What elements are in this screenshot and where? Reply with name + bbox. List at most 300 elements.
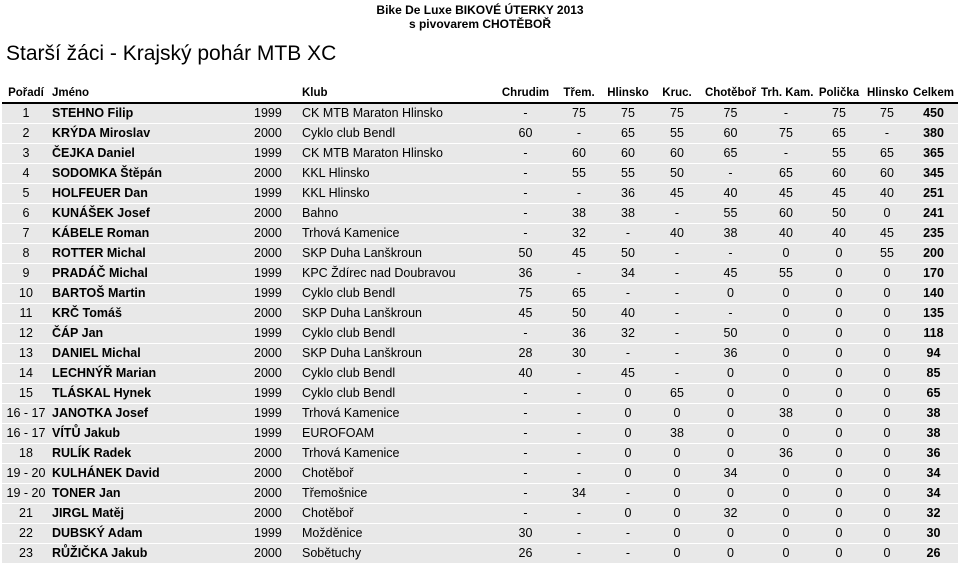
cell-race-score: 0: [759, 384, 813, 404]
cell-position: 16 - 17: [2, 424, 50, 444]
cell-race-score: -: [604, 344, 652, 364]
cell-race-score: -: [604, 484, 652, 504]
cell-race-score: -: [497, 424, 554, 444]
table-row: [2, 204, 958, 224]
cell-total: 34: [909, 484, 958, 504]
cell-race-score: 50: [702, 324, 759, 344]
cell-race-score: 0: [865, 424, 909, 444]
cell-race-score: 0: [604, 384, 652, 404]
cell-race-score: -: [652, 324, 702, 344]
cell-race-score: 0: [652, 524, 702, 544]
cell-club: KPC Ždírec nad Doubravou: [300, 264, 497, 284]
cell-race-score: -: [604, 524, 652, 544]
cell-race-score: 65: [554, 284, 604, 304]
cell-race-score: -: [702, 164, 759, 184]
cell-race-score: 34: [604, 264, 652, 284]
cell-race-score: 45: [652, 184, 702, 204]
cell-position: 12: [2, 324, 50, 344]
col-header-club: Klub: [300, 84, 497, 103]
cell-race-score: -: [702, 304, 759, 324]
cell-race-score: 0: [759, 424, 813, 444]
cell-club: Bahno: [300, 204, 497, 224]
cell-name: TONER Jan: [50, 484, 252, 504]
cell-race-score: 0: [702, 524, 759, 544]
results-table: [2, 84, 958, 564]
table-row: [2, 144, 958, 164]
cell-race-score: 40: [865, 184, 909, 204]
cell-race-score: 0: [813, 384, 865, 404]
cell-race-score: 45: [554, 244, 604, 264]
cell-total: 170: [909, 264, 958, 284]
cell-race-score: 45: [759, 184, 813, 204]
cell-year: 1999: [252, 144, 300, 164]
cell-race-score: 60: [652, 144, 702, 164]
cell-race-score: 0: [604, 504, 652, 524]
cell-race-score: 0: [813, 544, 865, 564]
cell-position: 2: [2, 124, 50, 144]
cell-race-score: 0: [702, 444, 759, 464]
cell-name: KUNÁŠEK Josef: [50, 204, 252, 224]
cell-race-score: -: [652, 264, 702, 284]
cell-race-score: 0: [702, 384, 759, 404]
col-header-total: Celkem: [909, 84, 958, 103]
cell-race-score: 0: [702, 364, 759, 384]
cell-race-score: 50: [497, 244, 554, 264]
cell-race-score: 65: [759, 164, 813, 184]
cell-race-score: -: [554, 384, 604, 404]
cell-year: 2000: [252, 444, 300, 464]
cell-race-score: 60: [497, 124, 554, 144]
cell-race-score: -: [497, 144, 554, 164]
table-row: [2, 324, 958, 344]
cell-race-score: 0: [865, 504, 909, 524]
table-row: [2, 304, 958, 324]
cell-race-score: 65: [702, 144, 759, 164]
cell-position: 14: [2, 364, 50, 384]
category-title: Starší žáci - Krajský pohár MTB XC: [6, 42, 337, 65]
table-row: [2, 284, 958, 304]
cell-race-score: 0: [604, 404, 652, 424]
cell-race-score: -: [702, 244, 759, 264]
cell-race-score: 0: [759, 304, 813, 324]
cell-year: 1999: [252, 284, 300, 304]
cell-year: 1999: [252, 524, 300, 544]
cell-club: CK MTB Maraton Hlinsko: [300, 103, 497, 124]
cell-name: TLÁSKAL Hynek: [50, 384, 252, 404]
cell-race-score: -: [554, 364, 604, 384]
cell-position: 10: [2, 284, 50, 304]
col-header-race: Hlinsko: [865, 84, 909, 103]
cell-race-score: 55: [813, 144, 865, 164]
cell-position: 3: [2, 144, 50, 164]
col-header-race: Kruc.: [652, 84, 702, 103]
cell-name: KRÝDA Miroslav: [50, 124, 252, 144]
cell-race-score: -: [497, 384, 554, 404]
cell-total: 30: [909, 524, 958, 544]
cell-name: ROTTER Michal: [50, 244, 252, 264]
cell-race-score: 38: [759, 404, 813, 424]
cell-race-score: 0: [865, 264, 909, 284]
table-row: [2, 244, 958, 264]
cell-race-score: 40: [604, 304, 652, 324]
cell-race-score: -: [554, 264, 604, 284]
cell-race-score: 50: [813, 204, 865, 224]
cell-race-score: -: [497, 204, 554, 224]
cell-race-score: 40: [813, 224, 865, 244]
table-row: [2, 224, 958, 244]
cell-race-score: -: [497, 324, 554, 344]
cell-name: ČÁP Jan: [50, 324, 252, 344]
cell-total: 38: [909, 424, 958, 444]
cell-year: 2000: [252, 204, 300, 224]
header-row: [2, 84, 958, 103]
cell-race-score: -: [604, 224, 652, 244]
cell-race-score: 0: [865, 524, 909, 544]
cell-race-score: 0: [813, 424, 865, 444]
cell-race-score: 0: [813, 464, 865, 484]
cell-club: SKP Duha Lanškroun: [300, 344, 497, 364]
cell-club: KKL Hlinsko: [300, 184, 497, 204]
cell-year: 2000: [252, 464, 300, 484]
cell-race-score: 0: [652, 464, 702, 484]
event-title: Bike De Luxe BIKOVÉ ÚTERKY 2013: [376, 3, 584, 17]
cell-race-score: 0: [813, 304, 865, 324]
cell-club: KKL Hlinsko: [300, 164, 497, 184]
cell-club: Chotěboř: [300, 504, 497, 524]
cell-club: Trhová Kamenice: [300, 404, 497, 424]
cell-total: 450: [909, 103, 958, 124]
cell-race-score: 0: [702, 484, 759, 504]
cell-total: 200: [909, 244, 958, 264]
cell-race-score: 55: [554, 164, 604, 184]
cell-race-score: 0: [813, 504, 865, 524]
cell-race-score: -: [554, 184, 604, 204]
cell-total: 65: [909, 384, 958, 404]
col-header-race: Trh. Kam.: [759, 84, 813, 103]
cell-name: LECHNÝŘ Marian: [50, 364, 252, 384]
cell-year: 2000: [252, 244, 300, 264]
cell-total: 365: [909, 144, 958, 164]
cell-race-score: 0: [813, 284, 865, 304]
cell-year: 2000: [252, 344, 300, 364]
table-row: [2, 444, 958, 464]
cell-race-score: 75: [702, 103, 759, 124]
cell-position: 16 - 17: [2, 404, 50, 424]
col-header-race: Chrudim: [497, 84, 554, 103]
table-row: [2, 404, 958, 424]
cell-name: ČEJKA Daniel: [50, 144, 252, 164]
cell-race-score: 0: [865, 384, 909, 404]
cell-race-score: 0: [813, 404, 865, 424]
table-row: [2, 484, 958, 504]
cell-race-score: -: [497, 444, 554, 464]
cell-race-score: -: [554, 524, 604, 544]
cell-race-score: 40: [702, 184, 759, 204]
cell-race-score: 0: [813, 484, 865, 504]
cell-position: 22: [2, 524, 50, 544]
cell-total: 135: [909, 304, 958, 324]
cell-name: JIRGL Matěj: [50, 504, 252, 524]
cell-club: Třemošnice: [300, 484, 497, 504]
cell-race-score: 75: [865, 103, 909, 124]
cell-race-score: 0: [759, 364, 813, 384]
cell-race-score: -: [497, 224, 554, 244]
cell-race-score: 65: [604, 124, 652, 144]
col-header-race: Třem.: [554, 84, 604, 103]
cell-race-score: 0: [813, 244, 865, 264]
cell-race-score: 36: [759, 444, 813, 464]
cell-race-score: 75: [554, 103, 604, 124]
cell-race-score: 30: [497, 524, 554, 544]
cell-club: Možděnice: [300, 524, 497, 544]
cell-race-score: 38: [604, 204, 652, 224]
cell-race-score: -: [652, 344, 702, 364]
col-header-name: Jméno: [50, 84, 252, 103]
cell-race-score: -: [865, 124, 909, 144]
cell-race-score: 32: [554, 224, 604, 244]
cell-total: 380: [909, 124, 958, 144]
table-row: [2, 124, 958, 144]
table-row: [2, 504, 958, 524]
cell-race-score: 75: [813, 103, 865, 124]
cell-position: 6: [2, 204, 50, 224]
cell-race-score: -: [652, 304, 702, 324]
cell-name: BARTOŠ Martin: [50, 284, 252, 304]
cell-race-score: 38: [652, 424, 702, 444]
cell-position: 9: [2, 264, 50, 284]
cell-year: 2000: [252, 544, 300, 564]
cell-race-score: 75: [497, 284, 554, 304]
cell-position: 19 - 20: [2, 484, 50, 504]
cell-club: Trhová Kamenice: [300, 444, 497, 464]
cell-race-score: -: [497, 184, 554, 204]
cell-race-score: -: [604, 544, 652, 564]
cell-year: 2000: [252, 364, 300, 384]
cell-name: HOLFEUER Dan: [50, 184, 252, 204]
cell-total: 94: [909, 344, 958, 364]
cell-position: 7: [2, 224, 50, 244]
cell-year: 1999: [252, 424, 300, 444]
cell-total: 345: [909, 164, 958, 184]
table-row: [2, 424, 958, 444]
cell-total: 32: [909, 504, 958, 524]
cell-name: RŮŽIČKA Jakub: [50, 544, 252, 564]
cell-name: JANOTKA Josef: [50, 404, 252, 424]
cell-race-score: 60: [813, 164, 865, 184]
cell-race-score: 65: [813, 124, 865, 144]
cell-club: Cyklo club Bendl: [300, 364, 497, 384]
cell-race-score: 50: [604, 244, 652, 264]
cell-race-score: 36: [497, 264, 554, 284]
cell-year: 2000: [252, 224, 300, 244]
cell-race-score: -: [554, 544, 604, 564]
cell-year: 1999: [252, 103, 300, 124]
cell-total: 85: [909, 364, 958, 384]
cell-race-score: -: [497, 464, 554, 484]
cell-race-score: 0: [652, 444, 702, 464]
cell-race-score: -: [497, 484, 554, 504]
table-row: [2, 264, 958, 284]
cell-club: SKP Duha Lanškroun: [300, 304, 497, 324]
cell-club: Cyklo club Bendl: [300, 384, 497, 404]
cell-race-score: 0: [759, 544, 813, 564]
cell-race-score: 60: [865, 164, 909, 184]
cell-position: 5: [2, 184, 50, 204]
cell-position: 11: [2, 304, 50, 324]
cell-race-score: -: [497, 103, 554, 124]
cell-year: 1999: [252, 184, 300, 204]
cell-race-score: 55: [652, 124, 702, 144]
cell-race-score: 0: [759, 324, 813, 344]
cell-race-score: 28: [497, 344, 554, 364]
cell-total: 235: [909, 224, 958, 244]
cell-race-score: 32: [604, 324, 652, 344]
table-row: [2, 464, 958, 484]
cell-race-score: 34: [702, 464, 759, 484]
cell-total: 34: [909, 464, 958, 484]
cell-race-score: 36: [554, 324, 604, 344]
cell-race-score: 55: [865, 244, 909, 264]
table-row: [2, 384, 958, 404]
cell-race-score: 55: [604, 164, 652, 184]
table-row: [2, 524, 958, 544]
cell-race-score: -: [497, 504, 554, 524]
cell-club: Chotěboř: [300, 464, 497, 484]
table-row: [2, 344, 958, 364]
cell-race-score: 40: [497, 364, 554, 384]
cell-race-score: -: [652, 364, 702, 384]
cell-position: 19 - 20: [2, 464, 50, 484]
table-row: [2, 164, 958, 184]
cell-club: EUROFOAM: [300, 424, 497, 444]
cell-club: CK MTB Maraton Hlinsko: [300, 144, 497, 164]
col-header-race: Hlinsko: [604, 84, 652, 103]
cell-race-score: -: [554, 124, 604, 144]
cell-race-score: 55: [759, 264, 813, 284]
cell-position: 15: [2, 384, 50, 404]
cell-race-score: -: [604, 284, 652, 304]
cell-year: 2000: [252, 124, 300, 144]
cell-race-score: 65: [652, 384, 702, 404]
cell-name: KÁBELE Roman: [50, 224, 252, 244]
cell-race-score: 0: [652, 404, 702, 424]
cell-race-score: 50: [554, 304, 604, 324]
cell-race-score: 0: [759, 344, 813, 364]
cell-race-score: 0: [759, 524, 813, 544]
cell-position: 18: [2, 444, 50, 464]
cell-race-score: 0: [865, 344, 909, 364]
cell-race-score: 0: [652, 544, 702, 564]
cell-year: 2000: [252, 304, 300, 324]
cell-club: Sobětuchy: [300, 544, 497, 564]
cell-race-score: 0: [604, 444, 652, 464]
cell-position: 21: [2, 504, 50, 524]
cell-club: SKP Duha Lanškroun: [300, 244, 497, 264]
cell-race-score: 36: [604, 184, 652, 204]
cell-race-score: 0: [652, 504, 702, 524]
cell-name: STEHNO Filip: [50, 103, 252, 124]
cell-race-score: 0: [865, 204, 909, 224]
cell-race-score: 0: [865, 364, 909, 384]
cell-race-score: 45: [604, 364, 652, 384]
cell-race-score: 40: [759, 224, 813, 244]
cell-race-score: 60: [554, 144, 604, 164]
cell-race-score: -: [652, 244, 702, 264]
cell-race-score: -: [759, 144, 813, 164]
cell-race-score: 0: [865, 464, 909, 484]
cell-race-score: 30: [554, 344, 604, 364]
cell-name: SODOMKA Štěpán: [50, 164, 252, 184]
cell-name: RULÍK Radek: [50, 444, 252, 464]
cell-club: Trhová Kamenice: [300, 224, 497, 244]
cell-name: KULHÁNEK David: [50, 464, 252, 484]
cell-position: 1: [2, 103, 50, 124]
cell-race-score: 0: [813, 364, 865, 384]
cell-race-score: 75: [604, 103, 652, 124]
cell-race-score: -: [554, 404, 604, 424]
cell-race-score: 75: [652, 103, 702, 124]
cell-race-score: 34: [554, 484, 604, 504]
cell-race-score: 40: [652, 224, 702, 244]
cell-year: 2000: [252, 164, 300, 184]
cell-race-score: 36: [702, 344, 759, 364]
cell-year: 2000: [252, 504, 300, 524]
cell-race-score: 45: [865, 224, 909, 244]
cell-race-score: -: [497, 404, 554, 424]
cell-race-score: 0: [652, 484, 702, 504]
table-row: [2, 544, 958, 564]
cell-club: Cyklo club Bendl: [300, 284, 497, 304]
cell-race-score: -: [759, 103, 813, 124]
cell-total: 251: [909, 184, 958, 204]
col-header-pos: Pořadí: [2, 84, 50, 103]
cell-total: 241: [909, 204, 958, 224]
cell-race-score: -: [554, 464, 604, 484]
cell-race-score: 75: [759, 124, 813, 144]
cell-year: 1999: [252, 404, 300, 424]
cell-year: 1999: [252, 384, 300, 404]
cell-year: 1999: [252, 324, 300, 344]
col-header-race: Polička: [813, 84, 865, 103]
cell-race-score: 0: [813, 344, 865, 364]
cell-race-score: -: [554, 504, 604, 524]
cell-name: PRADÁČ Michal: [50, 264, 252, 284]
cell-total: 38: [909, 404, 958, 424]
cell-race-score: 60: [759, 204, 813, 224]
cell-race-score: 0: [759, 484, 813, 504]
cell-race-score: 0: [865, 484, 909, 504]
cell-club: Cyklo club Bendl: [300, 124, 497, 144]
cell-year: 1999: [252, 264, 300, 284]
col-header-race: Chotěboř: [702, 84, 759, 103]
cell-race-score: 65: [865, 144, 909, 164]
cell-race-score: 0: [865, 304, 909, 324]
cell-club: Cyklo club Bendl: [300, 324, 497, 344]
cell-race-score: 0: [865, 444, 909, 464]
cell-position: 23: [2, 544, 50, 564]
cell-race-score: 0: [865, 284, 909, 304]
cell-name: VÍTŮ Jakub: [50, 424, 252, 444]
cell-race-score: 45: [497, 304, 554, 324]
cell-race-score: 38: [702, 224, 759, 244]
cell-race-score: 45: [702, 264, 759, 284]
cell-name: KRČ Tomáš: [50, 304, 252, 324]
cell-race-score: 0: [759, 464, 813, 484]
cell-position: 13: [2, 344, 50, 364]
cell-race-score: -: [652, 284, 702, 304]
cell-race-score: 0: [865, 324, 909, 344]
cell-race-score: 0: [759, 504, 813, 524]
